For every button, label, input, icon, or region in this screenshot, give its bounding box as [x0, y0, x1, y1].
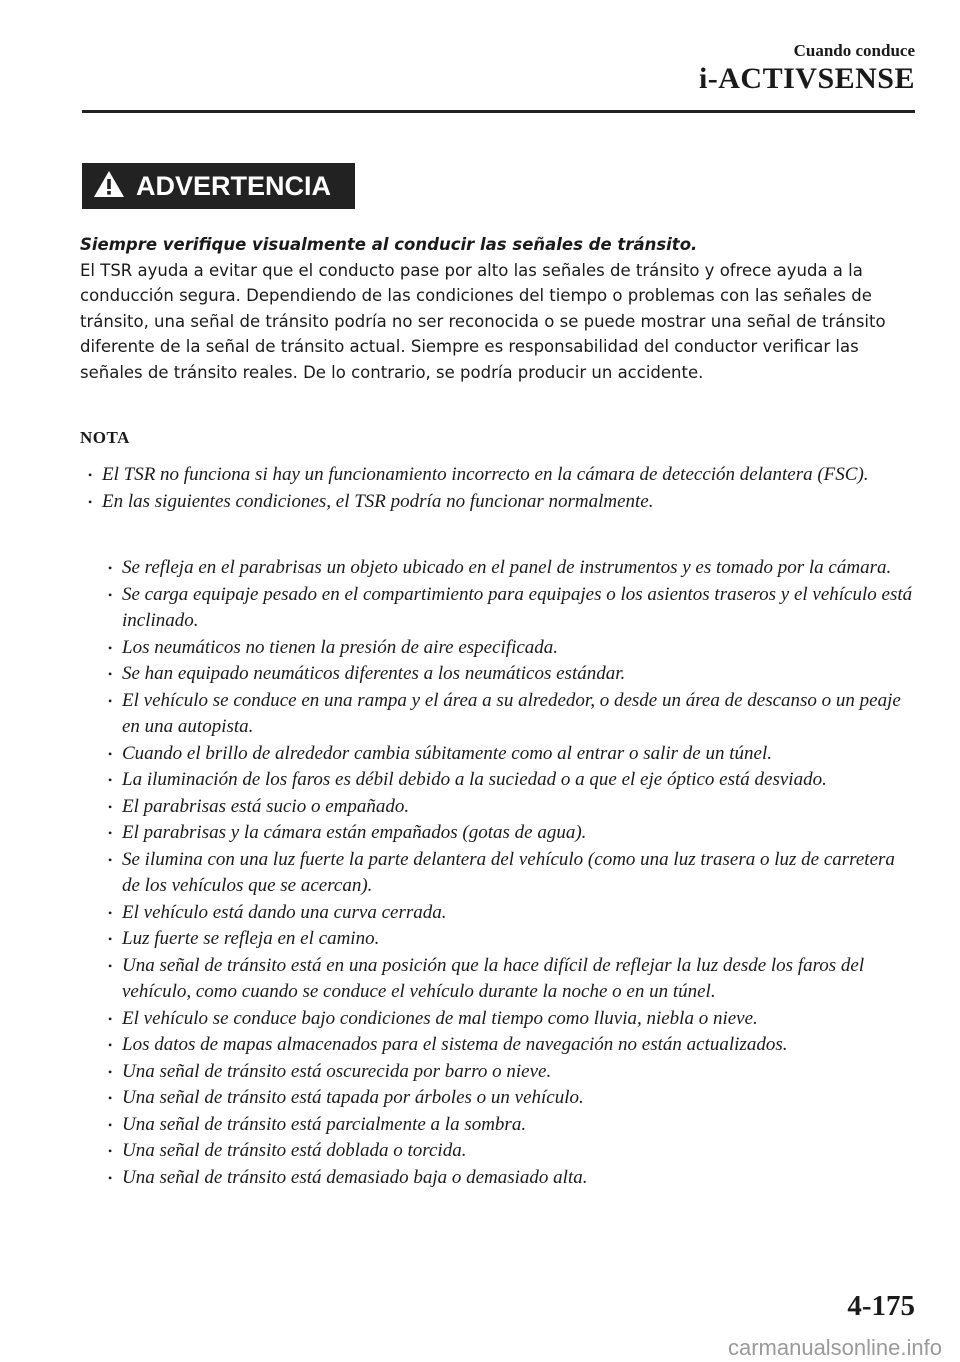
page-header: [699, 40, 915, 96]
warning-text: [80, 232, 915, 386]
list-item: • Los datos de mapas almacenados para el sistema de navegación no están actualizados.: [122, 1032, 917, 1059]
watermark: carmanualsonline.info: [727, 1335, 942, 1360]
list-item: • Cuando el brillo de alrededor cambia súbitamente como al entrar o salir de un túnel.: [122, 741, 917, 768]
list-item: • Una señal de tránsito está parcialmente a la sombra.: [122, 1112, 917, 1139]
list-item: • Una señal de tránsito está oscurecida por barro o nieve.: [122, 1059, 917, 1086]
list-item: • Una señal de tránsito está en una posición que la hace difícil de reflejar la luz desde los faros del vehículo, como cuando se conduce el vehículo durante la noche o en un túnel.: [122, 953, 917, 1006]
list-item: • El parabrisas está sucio o empañado.: [122, 794, 917, 821]
list-item: • En las siguientes condiciones, el TSR podría no funcionar normalmente.: [102, 489, 917, 516]
condition-list: [122, 555, 917, 1191]
header-rule: [82, 110, 915, 113]
list-item: • El vehículo está dando una curva cerrada.: [122, 900, 917, 927]
list-item: • Una señal de tránsito está tapada por árboles o un vehículo.: [122, 1085, 917, 1112]
list-item: • Los neumáticos no tienen la presión de aire especificada.: [122, 635, 917, 662]
list-item: • Se carga equipaje pesado en el compartimiento para equipajes o los asientos traseros y el vehículo está inclinado.: [122, 582, 917, 635]
list-item: • El vehículo se conduce en una rampa y el área a su alrededor, o desde un área de descanso o un peaje en una autopista.: [122, 688, 917, 741]
list-item: • El parabrisas y la cámara están empañados (gotas de agua).: [122, 820, 917, 847]
list-item: • Se ilumina con una luz fuerte la parte delantera del vehículo (como una luz trasera o luz de carretera de los vehículos que se acercan).: [122, 847, 917, 900]
list-item: • La iluminación de los faros es débil debido a la suciedad o a que el eje óptico está desviado.: [122, 767, 917, 794]
warning-title: ADVERTENCIA: [136, 170, 332, 201]
list-item: • Una señal de tránsito está demasiado baja o demasiado alta.: [122, 1165, 917, 1192]
chapter-title: i-ACTIVSENSE: [698, 62, 915, 95]
list-item: • Se han equipado neumáticos diferentes a los neumáticos estándar.: [122, 661, 917, 688]
list-item: • Una señal de tránsito está doblada o torcida.: [122, 1138, 917, 1165]
list-item: • El vehículo se conduce bajo condiciones de mal tiempo como lluvia, niebla o nieve.: [122, 1006, 917, 1033]
section-title: Cuando conduce: [793, 41, 915, 60]
warning-banner: [82, 163, 355, 209]
page-number: 4-175: [847, 1290, 915, 1322]
note-label: NOTA: [80, 428, 130, 447]
list-item: • Luz fuerte se refleja en el camino.: [122, 926, 917, 953]
list-item: • El TSR no funciona si hay un funcionamiento incorrecto en la cámara de detección delantera (FSC).: [102, 462, 917, 489]
warning-heading: Siempre verifique visualmente al conducir las señales de tránsito.: [80, 235, 698, 254]
list-item: • Se refleja en el parabrisas un objeto ubicado en el panel de instrumentos y es tomado por la cámara.: [122, 555, 917, 582]
note-list: [102, 462, 917, 515]
warning-triangle-icon: [92, 169, 126, 204]
warning-paragraph: El TSR ayuda a evitar que el conducto pase por alto las señales de tránsito y ofrece ayuda a la conducción segura. Dependiendo de las condiciones del tiempo o problemas con las señales de tránsito, una señal de tránsito podría no ser reconocida o se puede mostrar una señal de tránsito diferente de la señal de tránsito actual. Siempre es responsabilidad del conductor verificar las señales de tránsito reales. De lo contrario, se podría producir un accidente.: [80, 260, 886, 382]
